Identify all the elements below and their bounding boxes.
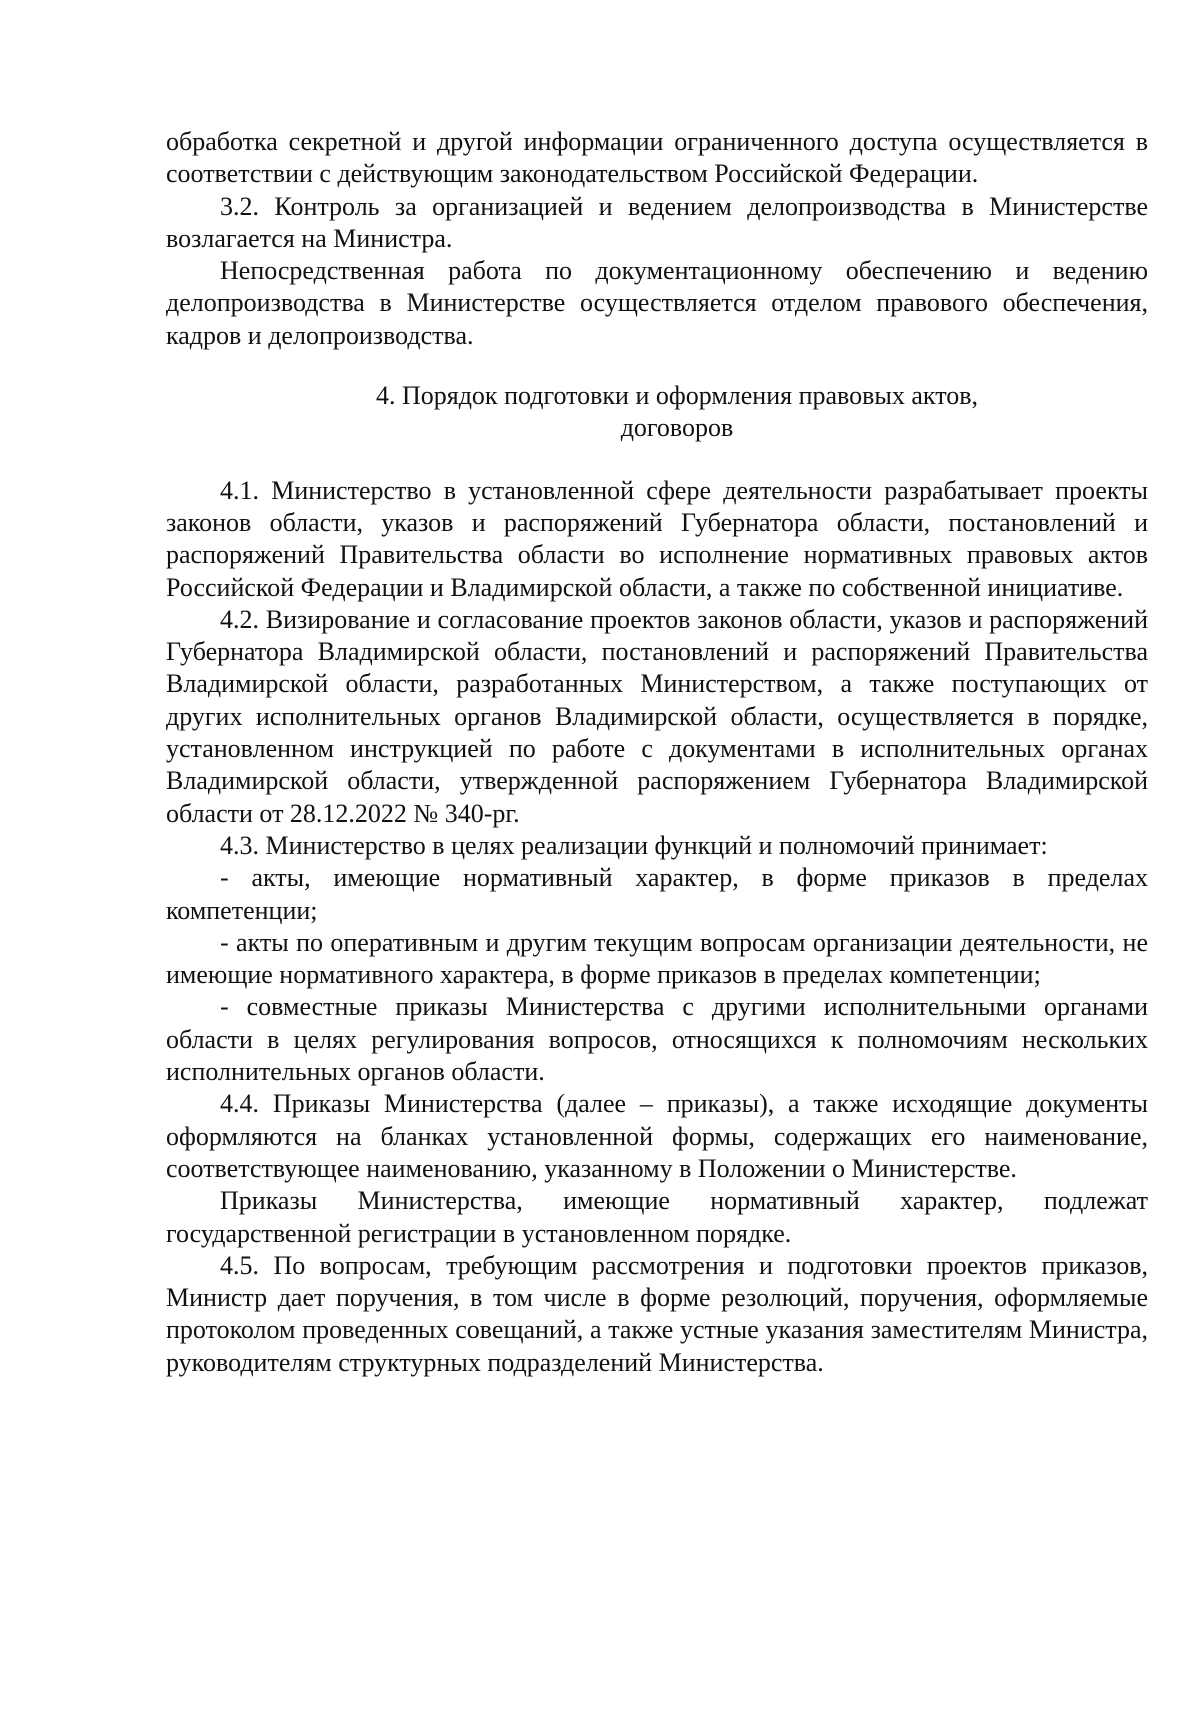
paragraph-4-5: 4.5. По вопросам, требующим рассмотрения и подготовки проектов приказов, Министр дает поручения, в том числе в форме резолюций, поручения, оформляемые протоколом проведенных совещаний, а также устные указания заместителям Министра, руководителям структурных подразделений Министерства. (166, 1250, 1148, 1377)
paragraph-4-4: 4.4. Приказы Министерства (далее – приказы), а также исходящие документы оформляются на бланках установленной формы, содержащих его наименование, соответствующее наименованию, указанному в Положении о Министерстве. (166, 1089, 1148, 1183)
section-heading-line-2: договоров (620, 413, 734, 443)
list-item-joint-orders: - совместные приказы Министерства с другими исполнительными органами области в целях регулирования вопросов, относящихся к полномочиям нескольких исполнительных органов области. (166, 992, 1148, 1087)
list-item-normative-acts: - акты, имеющие нормативный характер, в форме приказов в пределах компетенции; (166, 863, 1148, 925)
section-heading (166, 380, 1148, 445)
paragraph-4-4-registration: Приказы Министерства, имеющие нормативный характер, подлежат государственной регистрации в установленном порядке. (166, 1186, 1148, 1248)
paragraph-continuation: обработка секретной и другой информации ограниченного доступа осуществляется в соответствии с действующим законодательством Российской Федерации. (166, 127, 1148, 189)
section-heading-line-1: 4. Порядок подготовки и оформления правовых актов, (375, 381, 979, 411)
list-item-operational-acts: - акты по оперативным и другим текущим вопросам организации деятельности, не имеющие нормативного характера, в форме приказов в пределах компетенции; (166, 927, 1148, 990)
paragraph-3-2: 3.2. Контроль за организацией и ведением делопроизводства в Министерстве возлагается на Министра. (166, 191, 1148, 253)
paragraph-4-1: 4.1. Министерство в установленной сфере деятельности разрабатывает проекты законов области, указов и распоряжений Губернатора области, постановлений и распоряжений Правительства области во исполнение нормативных правовых актов Российской Федерации и Владимирской области, а также по собственной инициативе. (166, 475, 1148, 602)
paragraph-4-3: 4.3. Министерство в целях реализации функций и полномочий принимает: (220, 830, 1048, 860)
paragraph-3-2-direct-work: Непосредственная работа по документационному обеспечению и ведению делопроизводства в Министерстве осуществляется отделом правового обеспечения, кадров и делопроизводства. (166, 256, 1148, 350)
document-body (166, 126, 1148, 1379)
paragraph-4-2: 4.2. Визирование и согласование проектов законов области, указов и распоряжений Губернатора Владимирской области, постановлений и распоряжений Правительства Владимирской области, разработанных Министерством, а также поступающих от других исполнительных органов Владимирской области, осуществляется в порядке, установленном инструкцией по работе с документами в исполнительных органах Владимирской области, утвержденной распоряжением Губернатора Владимирской области от 28.12.2022 № 340-рг. (166, 604, 1148, 828)
